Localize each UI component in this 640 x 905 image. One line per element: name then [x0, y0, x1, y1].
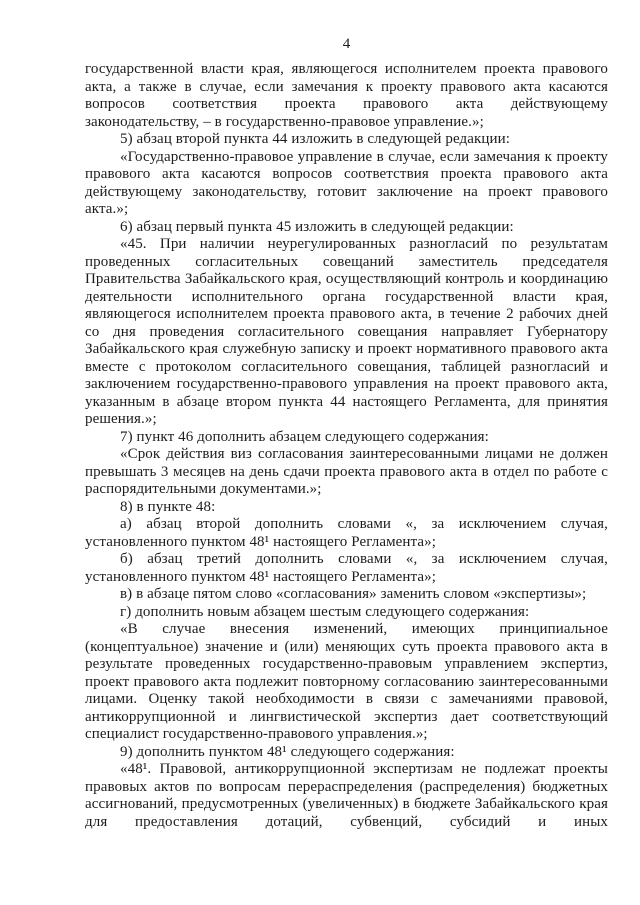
paragraph: «Государственно-правовое управление в случае, если замечания к проекту правового акта касаются вопросов соответствия проекта правового акта действующему законодательству, готовит заключение на проект правового акта.»; — [85, 148, 608, 217]
document-body — [85, 61, 608, 831]
paragraph: а) абзац второй дополнить словами «, за исключением случая, установленного пунктом 48¹ настоящего Регламента»; — [85, 516, 608, 550]
paragraph: г) дополнить новым абзацем шестым следующего содержания: — [120, 603, 530, 620]
paragraph: 6) абзац первый пункта 45 изложить в следующей редакции: — [120, 218, 514, 235]
paragraph: в) в абзаце пятом слово «согласования» заменить словом «экспертизы»; — [120, 586, 587, 602]
paragraph: «Срок действия виз согласования заинтересованными лицами не должен превышать 3 месяцев на день сдачи проекта правового акта в отдел по работе с распорядительными документами.»; — [85, 446, 608, 497]
paragraph: 7) пункт 46 дополнить абзацем следующего содержания: — [120, 428, 489, 445]
paragraph: 9) дополнить пунктом 48¹ следующего содержания: — [120, 743, 455, 760]
paragraph: 8) в пункте 48: — [120, 498, 216, 515]
paragraph: б) абзац третий дополнить словами «, за исключением случая, установленного пунктом 48¹ настоящего Регламента»; — [85, 551, 608, 585]
page-number: 4 — [342, 36, 351, 52]
paragraph: «В случае внесения изменений, имеющих принципиальное (концептуальное) значение и (или) меняющих суть проекта правового акта в результате проведенных государственно-правовым управлением экспертиз, проект правового акта подлежит повторному согласованию заинтересованными лицами. Оценку такой необходимости в связи с замечаниями правовой, антикоррупционной и лингвистической экспертиз дает соответствующий специалист государственно-правового управления.»; — [85, 621, 608, 742]
paragraph: 5) абзац второй пункта 44 изложить в следующей редакции: — [120, 131, 511, 147]
paragraph: «48¹. Правовой, антикоррупционной экспертизам не подлежат проекты правовых актов по вопросам перераспределения (распределения) бюджетных ассигнований, предусмотренных (увеличенных) в бюджете Забайкальского края для предоставления дотаций, субвенций, субсидий и иных — [85, 761, 608, 830]
paragraph: «45. При наличии неурегулированных разногласий по результатам проведенных согласительных совещаний заместитель председателя Правительства Забайкальского края, осуществляющий контроль и координацию деятельности исполнительного органа государственной власти края, являющегося исполнителем проекта правового акта, в течение 2 рабочих дней со дня проведения согласительного совещания направляет Губернатору Забайкальского края служебную записку и проект нормативного правового акта вместе с протоколом согласительного совещания, таблицей разногласий и заключением государственно-правового управления на проект правового акта, указанным в абзаце втором пункта 44 настоящего Регламента, для принятия решения.»; — [85, 236, 608, 427]
paragraph: государственной власти края, являющегося исполнителем проекта правового акта, а также в случае, если замечания к проекту правового акта касаются вопросов соответствия проекта правового акта действующему законодательству, – в государственно-правовое управление.»; — [85, 61, 608, 130]
